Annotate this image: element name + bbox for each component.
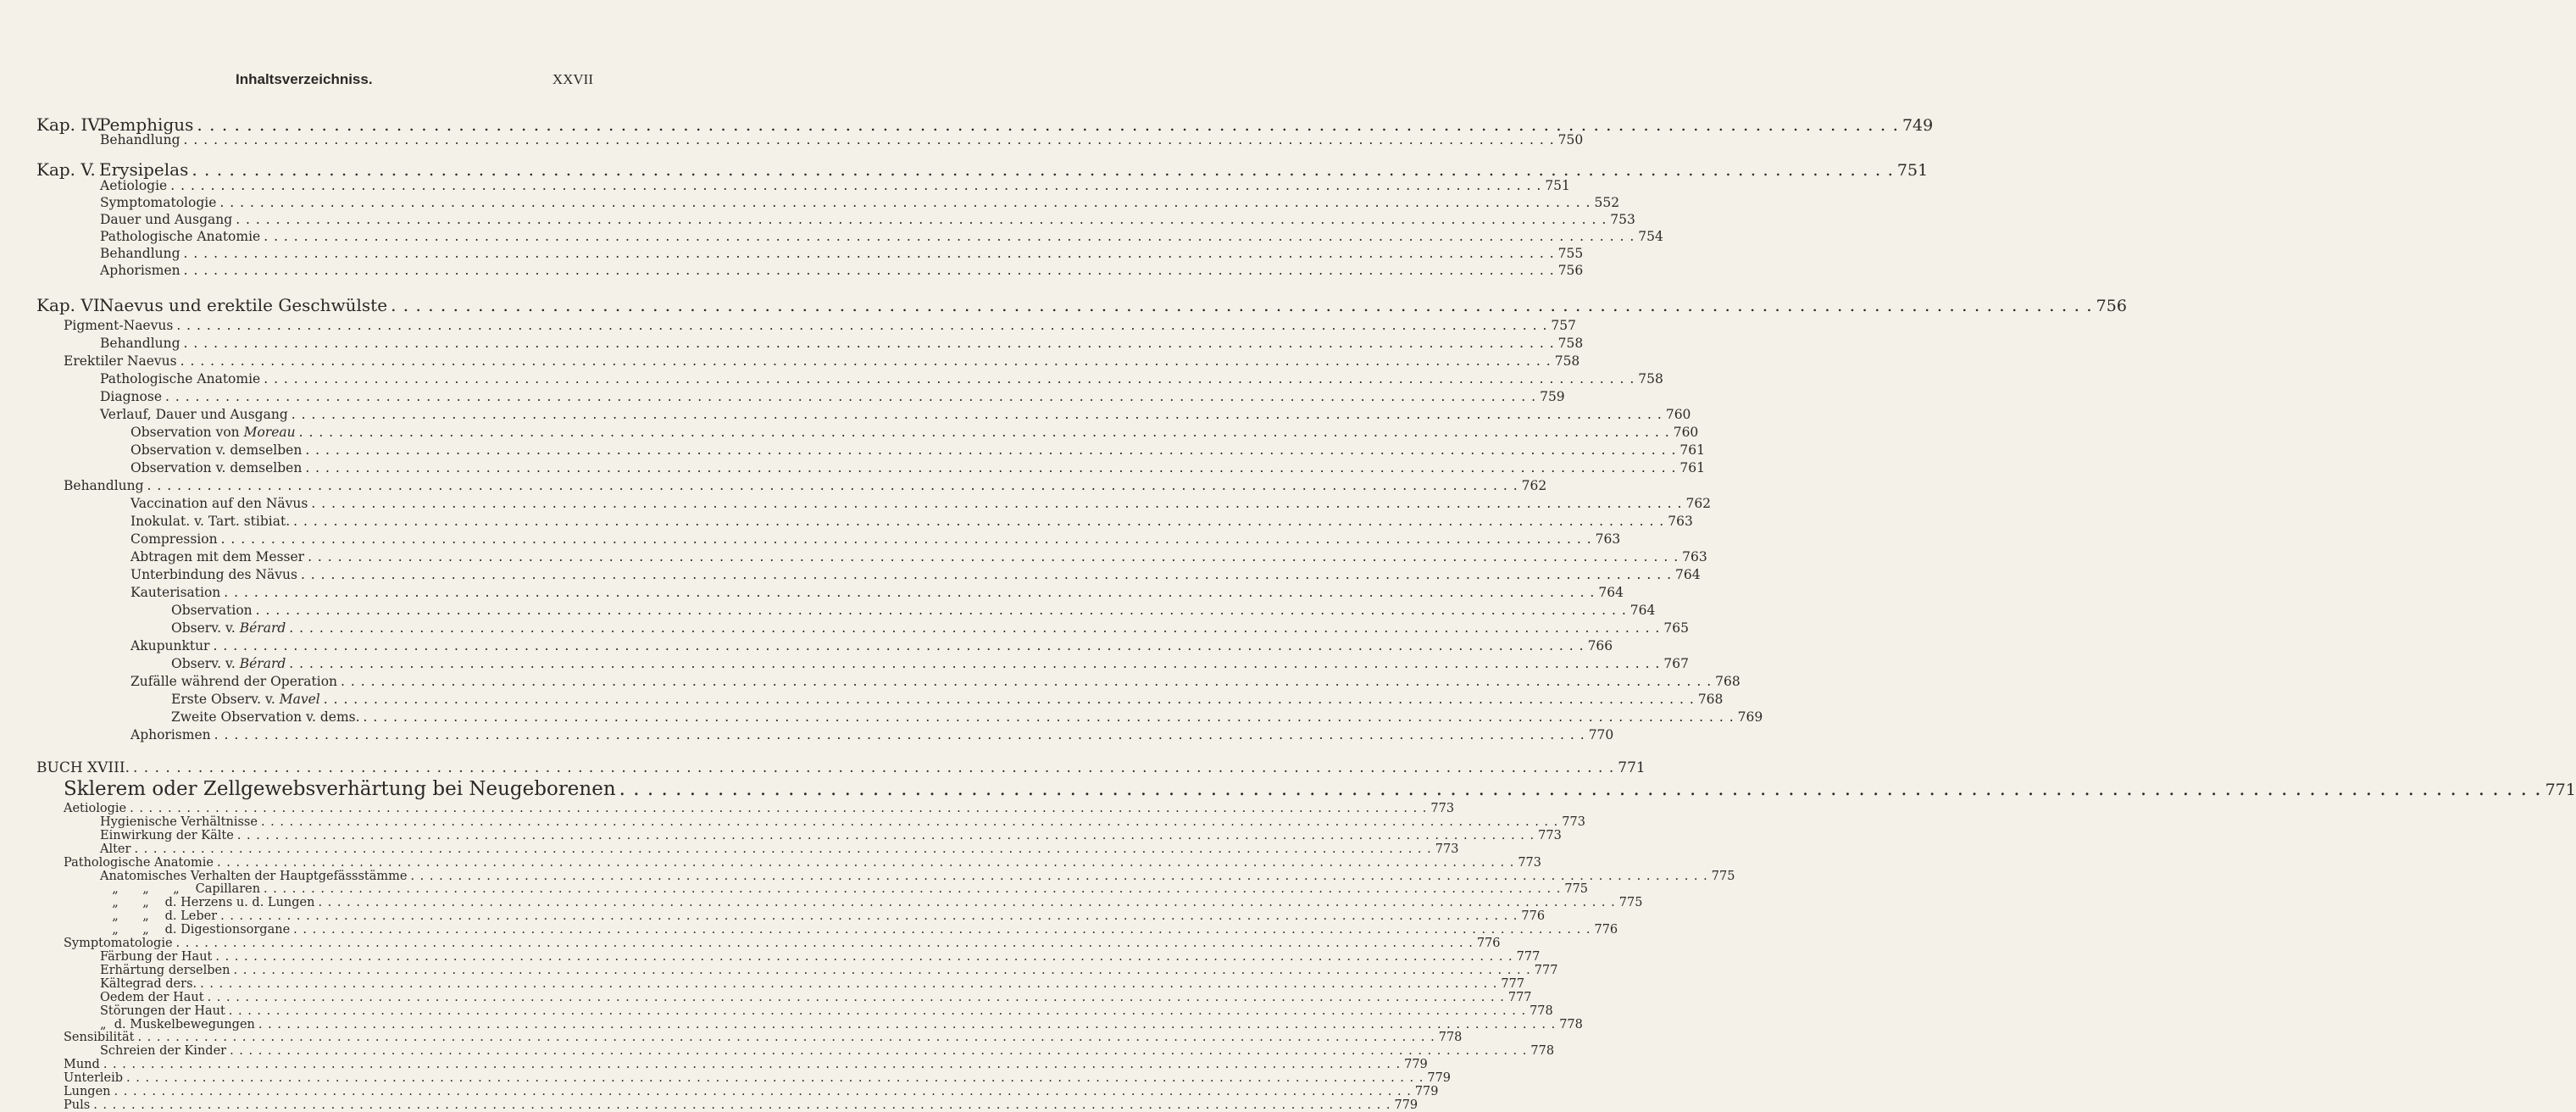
entry-label: Unterleib xyxy=(64,1071,124,1086)
entry-label: Einwirkung der Kälte xyxy=(100,828,234,842)
toc-entry[interactable] xyxy=(130,674,1740,689)
toc-entry[interactable] xyxy=(100,950,1541,964)
toc-entry[interactable] xyxy=(100,1004,1553,1018)
page-ref: 773 xyxy=(1562,815,1585,829)
toc-entry[interactable] xyxy=(171,692,1724,707)
page-ref: 758 xyxy=(1557,336,1584,351)
entry-label: Erste Observ. v. xyxy=(171,692,275,707)
toc-entry[interactable] xyxy=(100,882,1589,897)
page-ref: 779 xyxy=(1414,1085,1439,1099)
page-ref: 760 xyxy=(1673,425,1699,440)
toc-entry[interactable] xyxy=(171,656,1689,671)
entry-label: Verlauf, Dauer und Ausgang xyxy=(100,407,288,422)
entry-label: Kauterisation xyxy=(130,585,221,600)
toc-entry[interactable] xyxy=(130,727,1614,742)
page-ref: 777 xyxy=(1507,990,1532,1004)
page-ref: 764 xyxy=(1598,585,1624,600)
toc-entry[interactable] xyxy=(64,1031,1463,1045)
author-name: Moreau xyxy=(243,425,296,440)
entry-label: Alter xyxy=(100,842,131,856)
toc-entry[interactable] xyxy=(100,132,1584,147)
entry-label: Aetiologie xyxy=(64,802,127,815)
toc-entry[interactable] xyxy=(100,1044,1555,1059)
page-ref: 763 xyxy=(1595,531,1621,547)
entry-label: Kältegrad ders. xyxy=(100,976,197,991)
entry-label: Observation xyxy=(171,603,253,618)
entry-label: Behandlung xyxy=(100,132,180,147)
entry-label: Aphorismen xyxy=(130,727,211,742)
book-label: BUCH XVIII. xyxy=(36,759,130,776)
page-ref: 766 xyxy=(1587,638,1613,653)
toc-entry[interactable] xyxy=(171,620,1689,636)
toc-entry[interactable] xyxy=(100,869,1735,883)
page-ref: 756 xyxy=(2096,297,2127,315)
entry-label: Lungen xyxy=(64,1085,111,1099)
toc-entry[interactable] xyxy=(64,1058,1428,1072)
ditto-mark: „ xyxy=(112,923,119,937)
page-ref: 778 xyxy=(1530,1044,1555,1059)
chapter-number: Kap. VI. xyxy=(36,295,106,315)
author-name: Bérard xyxy=(239,656,286,671)
entry-label: Symptomatologie xyxy=(64,937,173,951)
book-row[interactable] xyxy=(36,759,1646,776)
entry-label: Zufälle während der Operation xyxy=(130,674,338,689)
toc-entry[interactable] xyxy=(100,263,1584,278)
ditto-mark: „ xyxy=(100,1017,107,1031)
toc-entry[interactable] xyxy=(130,460,1705,475)
ditto-mark: „ xyxy=(112,909,119,924)
page-ref: 768 xyxy=(1715,674,1740,689)
ditto-mark: „ xyxy=(142,923,149,937)
toc-entry[interactable] xyxy=(100,815,1585,829)
entry-label: Oedem der Haut xyxy=(100,990,204,1004)
page-ref: 777 xyxy=(1534,963,1558,977)
page-ref: 775 xyxy=(1564,882,1589,897)
entry-label: Hygienische Verhältnisse xyxy=(100,815,258,829)
page-ref: 753 xyxy=(1610,212,1635,227)
toc-entry[interactable] xyxy=(64,1098,1418,1112)
toc-entry[interactable] xyxy=(130,442,1705,458)
page-ref: 756 xyxy=(1557,263,1584,278)
page-ref: 771 xyxy=(2545,781,2576,799)
entry-label: Erhärtung derselben xyxy=(100,963,230,977)
entry-label: Sensibilität xyxy=(64,1031,135,1045)
entry-label: Observation v. demselben xyxy=(130,442,303,458)
page-ref: 778 xyxy=(1559,1017,1583,1031)
toc-entry[interactable] xyxy=(100,896,1643,910)
toc-entry[interactable] xyxy=(64,802,1455,815)
entry-label: Mund xyxy=(64,1058,100,1072)
toc-entry[interactable] xyxy=(130,549,1707,564)
page-ref: 754 xyxy=(1638,229,1663,244)
page-ref: 775 xyxy=(1618,896,1643,910)
page-ref: 751 xyxy=(1896,161,1929,180)
page-ref: 761 xyxy=(1679,460,1705,475)
ditto-mark: „ xyxy=(142,882,149,897)
page-ref: 757 xyxy=(1551,318,1576,333)
page-ref: 763 xyxy=(1668,514,1693,529)
toc-entry[interactable] xyxy=(64,478,1547,493)
entry-label: Puls xyxy=(64,1098,91,1112)
page-ref: 779 xyxy=(1394,1098,1418,1112)
ditto-mark: „ xyxy=(173,882,180,897)
toc-entry[interactable] xyxy=(130,531,1621,547)
toc-entry[interactable] xyxy=(64,937,1501,951)
page-ref: 758 xyxy=(1638,371,1663,386)
toc-entry[interactable] xyxy=(100,371,1663,386)
chapter-title: Naevus und erektile Geschwülste xyxy=(99,295,388,315)
page-ref: 779 xyxy=(1404,1058,1428,1072)
entry-label: d. Digestionsorgane xyxy=(164,923,291,937)
page-ref: 552 xyxy=(1594,195,1620,210)
entry-label: Compression xyxy=(130,531,218,547)
entry-label: Aetiologie xyxy=(100,178,168,193)
entry-label: Symptomatologie xyxy=(100,195,217,210)
entry-label: Störungen der Haut xyxy=(100,1004,225,1018)
entry-label: Behandlung xyxy=(100,246,180,261)
entry-label: Pathologische Anatomie xyxy=(100,229,261,244)
entry-label: Schreien der Kinder xyxy=(100,1044,227,1059)
toc-entry[interactable] xyxy=(171,603,1656,618)
running-header-title: Inhaltsverzeichniss. xyxy=(236,71,373,87)
entry-label: Observation von xyxy=(130,425,240,440)
entry-label: Observation v. demselben xyxy=(130,460,303,475)
toc-entry[interactable] xyxy=(130,585,1624,600)
chapter-row[interactable] xyxy=(36,295,2127,315)
page-ref: 776 xyxy=(1521,909,1546,924)
page-ref: 760 xyxy=(1665,407,1691,422)
entry-label: Unterbindung des Nävus xyxy=(130,567,297,582)
toc-entry[interactable] xyxy=(100,842,1459,856)
toc-entry[interactable] xyxy=(64,855,1541,870)
ditto-mark: „ xyxy=(142,909,149,924)
book-title-row[interactable] xyxy=(64,778,2576,800)
chapter-number: Kap. IV. xyxy=(36,114,103,135)
page-ref: 776 xyxy=(1594,923,1618,937)
entry-label: Pigment-Naevus xyxy=(64,318,174,333)
toc-entry[interactable] xyxy=(171,709,1763,725)
page-ref: 776 xyxy=(1476,937,1501,951)
book-title: Sklerem oder Zellgewebsverhärtung bei Neugeborenen xyxy=(64,778,616,800)
page-ref: 762 xyxy=(1521,478,1547,493)
page-ref: 777 xyxy=(1501,976,1525,991)
entry-label: Vaccination auf den Nävus xyxy=(130,496,308,511)
toc-entry[interactable] xyxy=(100,212,1635,227)
page-ref: 755 xyxy=(1557,246,1584,261)
toc-entry[interactable] xyxy=(100,178,1570,193)
ditto-mark: „ xyxy=(112,896,119,910)
page-ref: 775 xyxy=(1711,869,1735,883)
page-ref: 769 xyxy=(1737,709,1763,725)
page-ref: 758 xyxy=(1554,353,1580,369)
toc-entry[interactable] xyxy=(64,1085,1439,1099)
page-ref: 764 xyxy=(1675,567,1701,582)
toc-entry[interactable] xyxy=(100,407,1691,422)
toc-entry[interactable] xyxy=(130,425,1699,440)
page-ref: 767 xyxy=(1663,656,1689,671)
entry-label: Observ. v. xyxy=(171,656,236,671)
toc-entry[interactable] xyxy=(100,336,1584,351)
toc-entry[interactable] xyxy=(100,963,1558,977)
toc-entry[interactable] xyxy=(100,909,1546,924)
page-ref: 751 xyxy=(1545,178,1570,193)
entry-label: Pathologische Anatomie xyxy=(64,855,214,870)
page-ref: 773 xyxy=(1538,828,1562,842)
toc-entry[interactable] xyxy=(100,246,1584,261)
ditto-mark: „ xyxy=(112,882,119,897)
entry-label: d. Leber xyxy=(164,909,218,924)
entry-label: Behandlung xyxy=(100,336,180,351)
toc-entry[interactable] xyxy=(100,828,1562,842)
page-ref: 773 xyxy=(1430,802,1455,815)
entry-label: Zweite Observation v. dems. xyxy=(171,709,360,725)
toc-entry[interactable] xyxy=(100,195,1620,210)
page-ref: 763 xyxy=(1682,549,1707,564)
entry-label: d. Herzens u. d. Lungen xyxy=(164,896,315,910)
page-ref: 750 xyxy=(1557,132,1584,147)
entry-label: Pathologische Anatomie xyxy=(100,371,261,386)
entry-label: Färbung der Haut xyxy=(100,950,213,964)
page-ref: 773 xyxy=(1435,842,1459,856)
page-ref: 761 xyxy=(1679,442,1705,458)
page-ref: 778 xyxy=(1438,1031,1463,1045)
entry-label: Inokulat. v. Tart. stibiat. xyxy=(130,514,291,529)
entry-label: Dauer und Ausgang xyxy=(100,212,233,227)
page-ref: 762 xyxy=(1685,496,1712,511)
toc-entry[interactable] xyxy=(64,318,1576,333)
toc-entry[interactable] xyxy=(64,1071,1452,1086)
author-name: Mavel xyxy=(279,692,320,707)
entry-label: Capillaren xyxy=(195,882,261,897)
toc-entry[interactable] xyxy=(130,514,1693,529)
page-ref: 773 xyxy=(1518,855,1541,870)
entry-label: Erektiler Naevus xyxy=(64,353,177,369)
toc-entry[interactable] xyxy=(130,496,1712,511)
entry-label: Aphorismen xyxy=(100,263,180,278)
toc-entry[interactable] xyxy=(64,353,1580,369)
page-number: XXVII xyxy=(552,71,593,87)
page-ref: 764 xyxy=(1629,603,1656,618)
entry-label: Behandlung xyxy=(64,478,144,493)
toc-entry[interactable] xyxy=(130,638,1613,653)
toc-entry[interactable] xyxy=(100,976,1525,991)
page-ref: 771 xyxy=(1618,759,1646,776)
entry-label: Abtragen mit dem Messer xyxy=(130,549,305,564)
page-ref: 765 xyxy=(1663,620,1689,636)
chapter-number: Kap. V. xyxy=(36,159,96,180)
author-name: Bérard xyxy=(239,620,286,636)
page-ref: 777 xyxy=(1516,950,1541,964)
page-ref: 770 xyxy=(1588,727,1614,742)
chapter-title: Pemphigus xyxy=(99,114,194,135)
page-ref: 779 xyxy=(1427,1071,1452,1086)
toc-entry[interactable] xyxy=(130,567,1701,582)
entry-label: Anatomisches Verhalten der Hauptgefässstämme xyxy=(100,869,408,883)
entry-label: Observ. v. xyxy=(171,620,236,636)
toc-entry[interactable] xyxy=(100,990,1532,1004)
toc-entry[interactable] xyxy=(100,1017,1583,1031)
ditto-mark: „ xyxy=(142,896,149,910)
page-ref: 768 xyxy=(1697,692,1724,707)
toc-entry[interactable] xyxy=(100,923,1618,937)
chapter-row[interactable] xyxy=(36,159,1929,180)
entry-label: Diagnose xyxy=(100,389,162,404)
chapter-title: Erysipelas xyxy=(99,159,189,180)
page-ref: 749 xyxy=(1901,116,1934,135)
entry-label: Akupunktur xyxy=(130,638,210,653)
page-ref: 759 xyxy=(1540,389,1565,404)
toc-entry[interactable] xyxy=(100,229,1663,244)
entry-label: d. Muskelbewegungen xyxy=(114,1017,255,1031)
page-ref: 778 xyxy=(1530,1004,1553,1018)
toc-entry[interactable] xyxy=(100,389,1565,404)
